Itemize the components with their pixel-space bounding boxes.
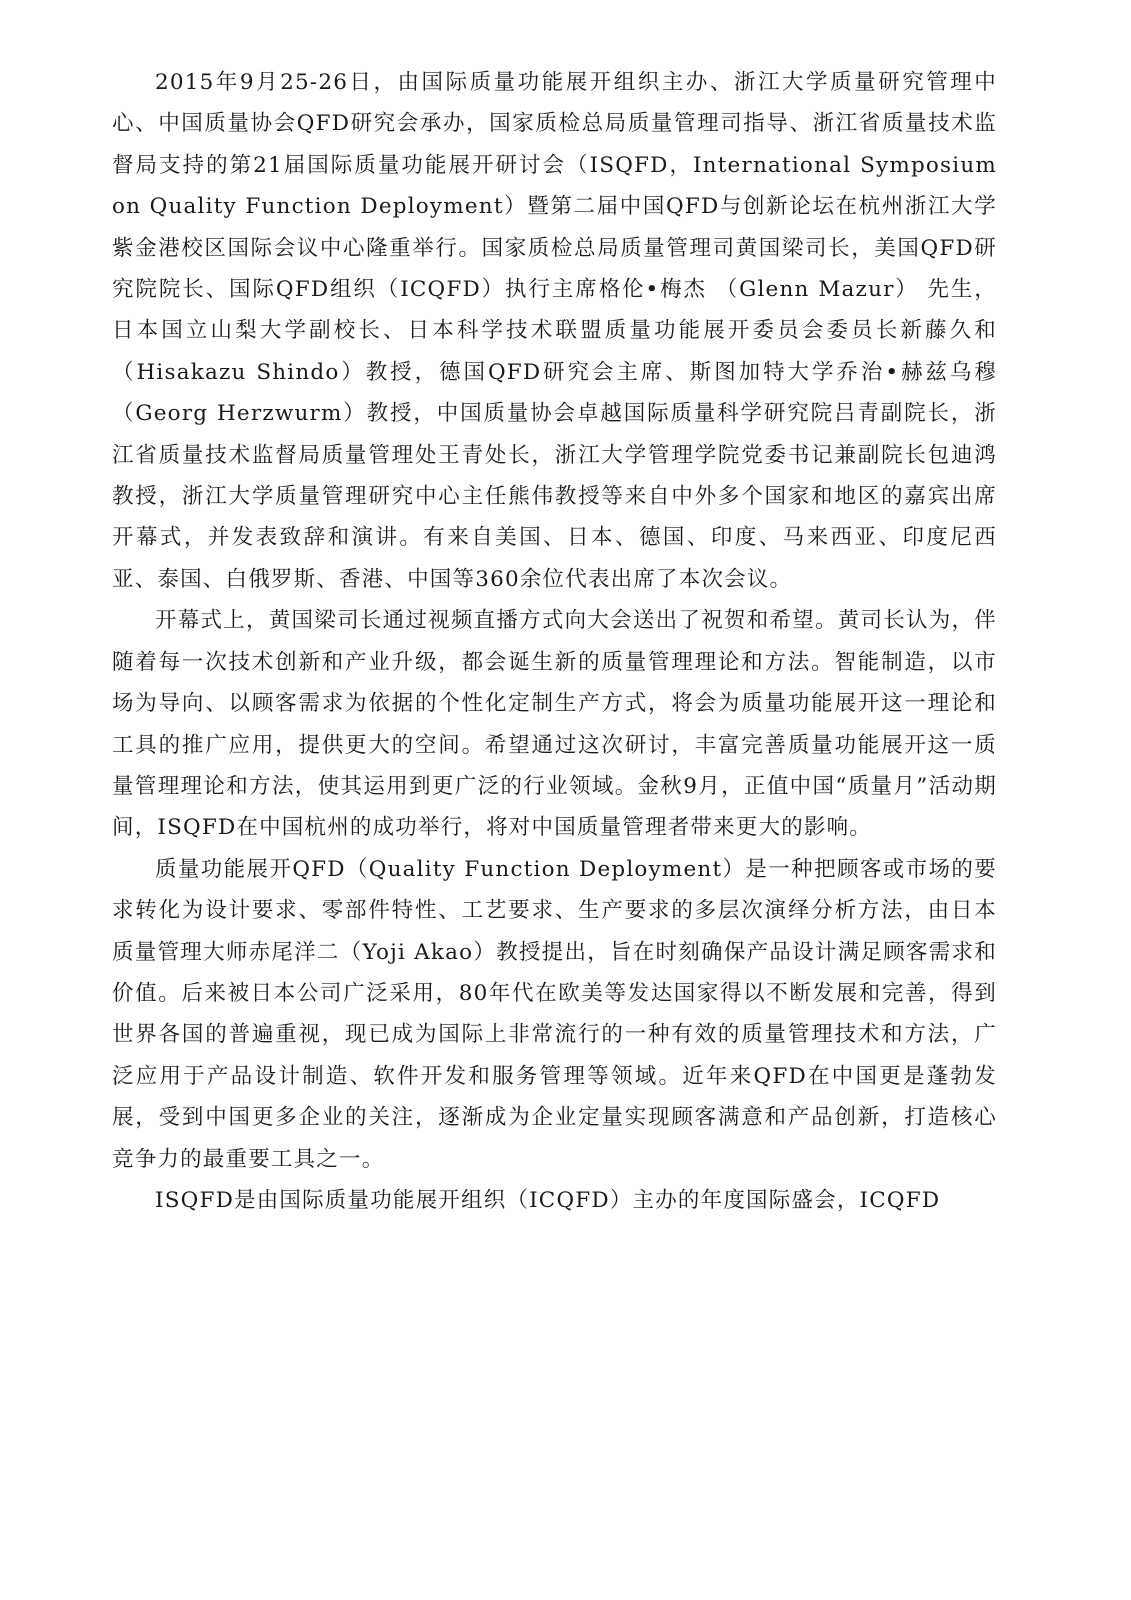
paragraph-ceremony: 开幕式上，黄国梁司长通过视频直播方式向大会送出了祝贺和希望。黄司长认为，伴随着每一次技术创新和产业升级，都会诞生新的质量管理理论和方法。智能制造，以市场为导向、以顾客需求为依据的个性化定制生产方式，将会为质量功能展开这一理论和工具的推广应用，提供更大的空间。希望通过这次研讨，丰富完善质量功能展开这一质量管理理论和方法，使其运用到更广泛的行业领域。金秋9月，正值中国“质量月”活动期间，ISQFD在中国杭州的成功举行，将对中国质量管理者带来更大的影响。 [112, 608, 997, 841]
document-body [112, 62, 997, 1221]
paragraph-qfd-intro: 质量功能展开QFD（Quality Function Deployment）是一种把顾客或市场的要求转化为设计要求、零部件特性、工艺要求、生产要求的多层次演绎分析方法，由日本质量管理大师赤尾洋二（Yoji Akao）教授提出，旨在时刻确保产品设计满足顾客需求和价值。后来被日本公司广泛采用，80年代在欧美等发达国家得以不断发展和完善，得到世界各国的普遍重视，现已成为国际上非常流行的一种有效的质量管理技术和方法，广泛应用于产品设计制造、软件开发和服务管理等领域。近年来QFD在中国更是蓬勃发展，受到中国更多企业的关注，逐渐成为企业定量实现顾客满意和产品创新，打造核心竞争力的最重要工具之一。 [112, 856, 997, 1172]
paragraph-opening: 2015年9月25-26日，由国际质量功能展开组织主办、浙江大学质量研究管理中心、中国质量协会QFD研究会承办，国家质检总局质量管理司指导、浙江省质量技术监督局支持的第21届国际质量功能展开研讨会（ISQFD，International Symposium on Quality Function Deployment）暨第二届中国QFD与创新论坛在杭州浙江大学紫金港校区国际会议中心隆重举行。国家质检总局质量管理司黄国梁司长，美国QFD研究院院长、国际QFD组织（ICQFD）执行主席格伦•梅杰 （Glenn Mazur） 先生，日本国立山梨大学副校长、日本科学技术联盟质量功能展开委员会委员长新藤久和（Hisakazu Shindo）教授，德国QFD研究会主席、斯图加特大学乔治•赫兹乌穆（Georg Herzwurm）教授，中国质量协会卓越国际质量科学研究院吕青副院长，浙江省质量技术监督局质量管理处王青处长，浙江大学管理学院党委书记兼副院长包迪鸿教授，浙江大学质量管理研究中心主任熊伟教授等来自中外多个国家和地区的嘉宾出席开幕式，并发表致辞和演讲。有来自美国、日本、德国、印度、马来西亚、印度尼西亚、泰国、白俄罗斯、香港、中国等360余位代表出席了本次会议。 [112, 70, 997, 592]
paragraph-isqfd: ISQFD是由国际质量功能展开组织（ICQFD）主办的年度国际盛会，ICQFD [155, 1187, 941, 1213]
